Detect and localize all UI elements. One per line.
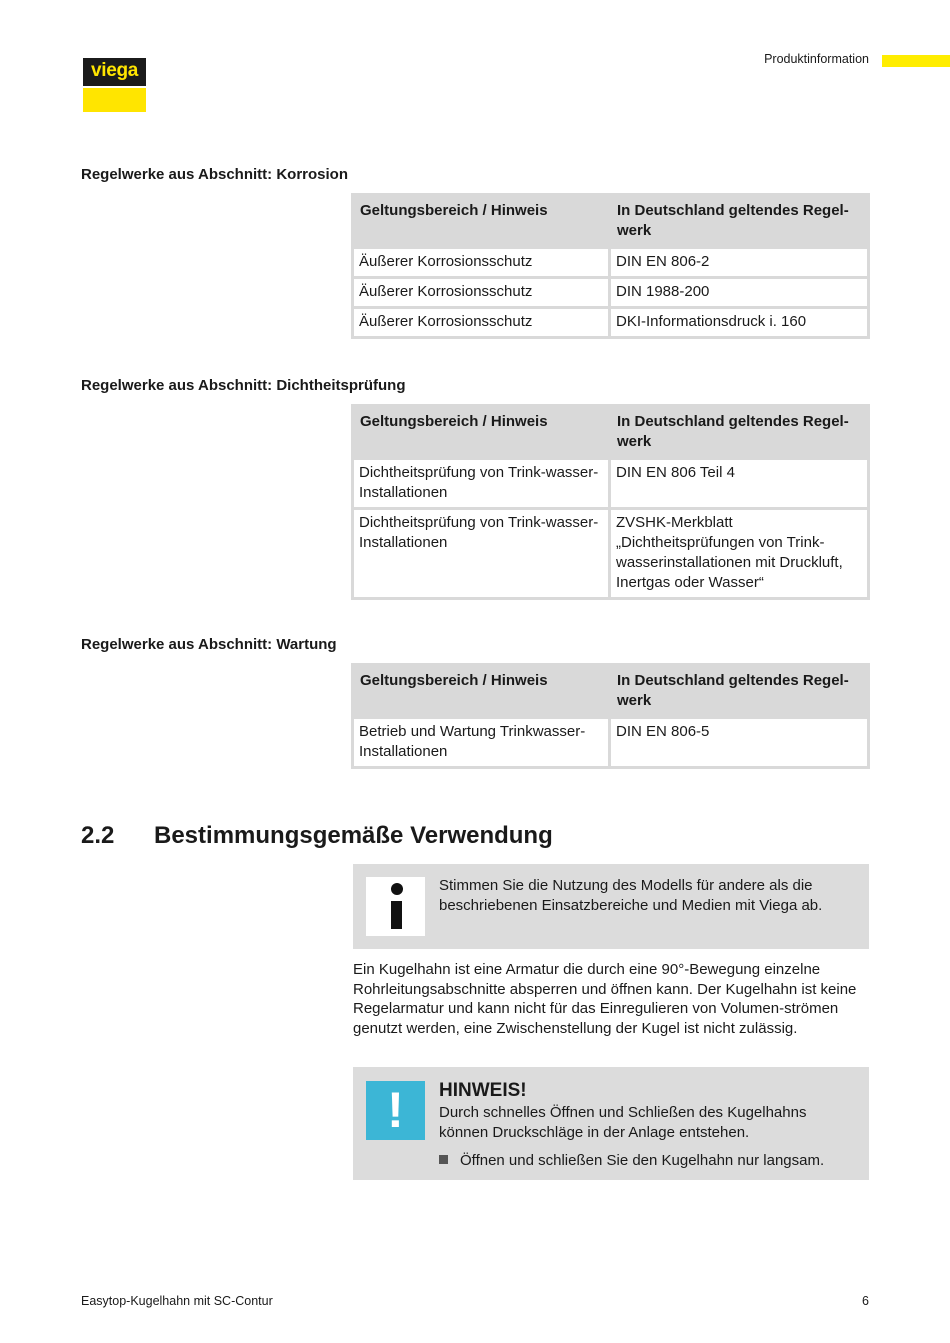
section-title-wartung: Regelwerke aus Abschnitt: Wartung <box>81 636 337 653</box>
section-heading: Bestimmungsgemäße Verwendung <box>154 822 553 849</box>
section-number: 2.2 <box>81 822 115 849</box>
warning-title: HINWEIS! <box>439 1080 527 1101</box>
table-cell: Äußerer Korrosionsschutz <box>354 279 608 306</box>
bullet-square-icon <box>439 1155 448 1164</box>
table-cell: Äußerer Korrosionsschutz <box>354 249 608 276</box>
table-row <box>354 279 867 306</box>
column-header: In Deutschland geltendes Regel-werk <box>611 666 867 716</box>
table-cell: Dichtheitsprüfung von Trink-wasser-Installationen <box>354 460 608 507</box>
table-row <box>354 309 867 336</box>
warning-bullet <box>439 1151 859 1171</box>
table-header-row <box>354 196 867 246</box>
header-label: Produktinformation <box>764 52 869 66</box>
table-header-row <box>354 666 867 716</box>
exclamation-icon: ! <box>366 1081 425 1140</box>
table-cell: DIN EN 806 Teil 4 <box>611 460 867 507</box>
table-cell: DIN 1988-200 <box>611 279 867 306</box>
section-title-korrosion: Regelwerke aus Abschnitt: Korrosion <box>81 166 348 183</box>
section-title-dichtheitspruefung: Regelwerke aus Abschnitt: Dichtheitsprüfung <box>81 377 406 394</box>
table-header-row <box>354 407 867 457</box>
header-yellow-bar <box>882 55 950 67</box>
page-number: 6 <box>862 1294 869 1308</box>
table-cell: ZVSHK-Merkblatt „Dichtheitsprüfungen von Trink-wasserinstallationen mit Druckluft, Inertgas oder Wasser“ <box>611 510 867 597</box>
logo-wordmark: viega <box>83 58 146 86</box>
info-box <box>353 864 869 949</box>
column-header: Geltungsbereich / Hinweis <box>354 666 608 716</box>
viega-logo <box>83 58 146 112</box>
warning-bullet-text: Öffnen und schließen Sie den Kugelhahn nur langsam. <box>460 1152 825 1169</box>
column-header: Geltungsbereich / Hinweis <box>354 196 608 246</box>
table-row <box>354 249 867 276</box>
logo-yellow-block <box>83 88 146 112</box>
table-row <box>354 510 867 597</box>
table-wartung <box>351 663 870 769</box>
warning-box <box>353 1067 869 1180</box>
table-cell: DIN EN 806-2 <box>611 249 867 276</box>
table-row <box>354 460 867 507</box>
info-text: Stimmen Sie die Nutzung des Modells für andere als die beschriebenen Einsatzbereiche und Medien mit Viega ab. <box>439 877 823 914</box>
table-row <box>354 719 867 766</box>
column-header: Geltungsbereich / Hinweis <box>354 407 608 457</box>
table-cell: Betrieb und Wartung Trinkwasser-Installationen <box>354 719 608 766</box>
table-cell: DIN EN 806-5 <box>611 719 867 766</box>
body-paragraph: Ein Kugelhahn ist eine Armatur die durch eine 90°-Bewegung einzelne Rohrleitungsabschnitte absperren und öffnen kann. Der Kugelhahn ist keine Regelarmatur und kann nicht für das Einregulieren von Volumen-strömen genutzt werden, eine Zwischenstellung der Kugel ist nicht zulässig. <box>353 961 857 1037</box>
table-korrosion <box>351 193 870 339</box>
table-cell: DKI-Informationsdruck i. 160 <box>611 309 867 336</box>
footer-title: Easytop-Kugelhahn mit SC-Contur <box>81 1294 273 1308</box>
column-header: In Deutschland geltendes Regel-werk <box>611 196 867 246</box>
table-dichtheitspruefung <box>351 404 870 600</box>
column-header: In Deutschland geltendes Regel-werk <box>611 407 867 457</box>
info-icon <box>366 877 425 936</box>
table-cell: Äußerer Korrosionsschutz <box>354 309 608 336</box>
warning-text: Durch schnelles Öffnen und Schließen des Kugelhahns können Druckschläge in der Anlage entstehen. <box>439 1104 807 1141</box>
table-cell: Dichtheitsprüfung von Trink-wasser-Installationen <box>354 510 608 597</box>
